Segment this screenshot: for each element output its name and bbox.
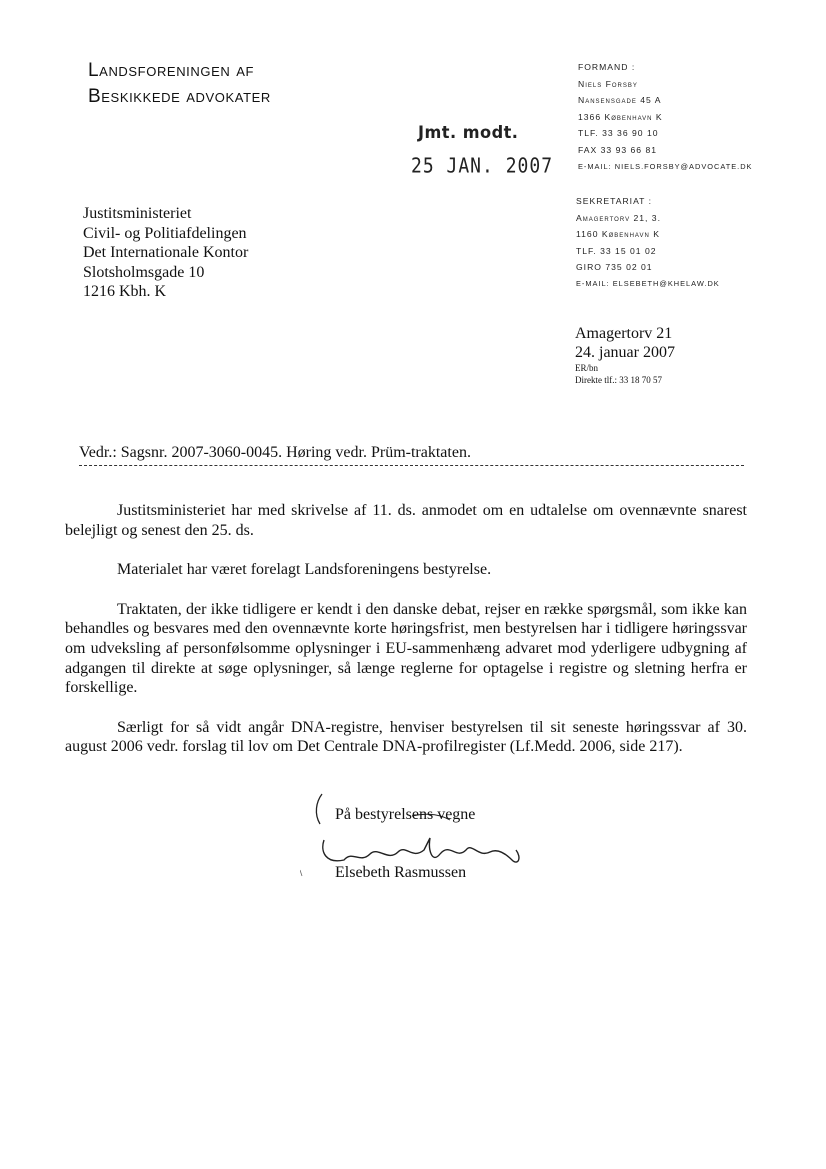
body-paragraph: Materialet har været forelagt Landsforeningens bestyrelse. (117, 561, 492, 579)
received-stamp-label: Jmt. modt. (418, 123, 519, 143)
place-and-date (575, 324, 675, 386)
org-name-line-2: Beskikkede advokater (88, 86, 271, 107)
body-paragraph: Særligt for så vidt angår DNA-registre, henviser bestyrelsen til sit seneste høringssvar af 30. august 2006 vedr. forslag til lov om Det Centrale DNA-profilregister (Lf.Medd. 2006, side 217). (65, 718, 747, 756)
letter-date: 24. januar 2007 (575, 344, 675, 361)
recipient-line: Civil- og Politiafdelingen (83, 224, 247, 242)
recipient-line: 1216 Kbh. K (83, 283, 167, 300)
body-paragraph: Justitsministeriet har med skrivelse af 11. ds. anmodet om en udtalelse om ovennævnte snarest belejligt og senest den 25. ds. (65, 502, 747, 539)
chairman-fax: FAX 33 93 66 81 (578, 144, 658, 155)
secretariat-email: E-MAIL: ELSEBETH@KHELAW.DK (576, 278, 720, 288)
signatory-name: Elsebeth Rasmussen (335, 864, 467, 881)
direct-phone: Direkte tlf.: 33 18 70 57 (575, 375, 662, 385)
chairman-phone: TLF. 33 36 90 10 (578, 128, 659, 139)
chairman-contact-block (578, 59, 752, 175)
recipient-address (83, 204, 248, 302)
secretariat-contact-block (576, 193, 720, 293)
recipient-line: Slotsholmsgade 10 (83, 263, 205, 281)
letter-body (65, 501, 747, 777)
chairman-city: 1366 København K (578, 111, 663, 122)
secretariat-street: Amagertorv 21, 3. (576, 212, 661, 223)
secretariat-city: 1160 København K (576, 229, 660, 240)
recipient-line: Justitsministeriet (83, 205, 192, 222)
org-name-line-1: Landsforeningen af (88, 60, 255, 81)
secretariat-phone: TLF. 33 15 01 02 (576, 245, 657, 256)
secretariat-heading: SEKRETARIAT : (576, 196, 653, 206)
chairman-name: Niels Forsby (578, 78, 638, 89)
received-stamp-date: 25 JAN. 2007 (411, 154, 554, 179)
dashed-divider (79, 465, 744, 466)
chairman-heading: FORMAND : (578, 62, 636, 72)
secretariat-giro: GIRO 735 02 01 (576, 262, 653, 273)
reference-initials: ER/bn (575, 363, 599, 373)
subject-line: Vedr.: Sagsnr. 2007-3060-0045. Høring vedr. Prüm-traktaten. (79, 444, 471, 461)
letter-place: Amagertorv 21 (575, 325, 673, 342)
organization-name (88, 58, 271, 110)
body-paragraph: Traktaten, der ikke tidligere er kendt i den danske debat, rejser en række spørgsmål, som ikke kan behandles og besvares med den ovennævnte korte høringsfrist, men bestyrelsen har i tidligere høringssvar om udveksling af personfølsomme oplysninger i EU-sammenhæng advaret mod yderligere udbygning af adgangen til direkte at søge oplysninger, så længe reglerne for optagelse i registre og sletning herfra er forskellige. (65, 600, 747, 697)
chairman-street: Nansensgade 45 A (578, 95, 662, 106)
signature-greeting: På bestyrelsens vegne (335, 806, 476, 823)
recipient-line: Det Internationale Kontor (83, 244, 249, 261)
chairman-email: E-MAIL: NIELS.FORSBY@ADVOCATE.DK (578, 161, 753, 171)
